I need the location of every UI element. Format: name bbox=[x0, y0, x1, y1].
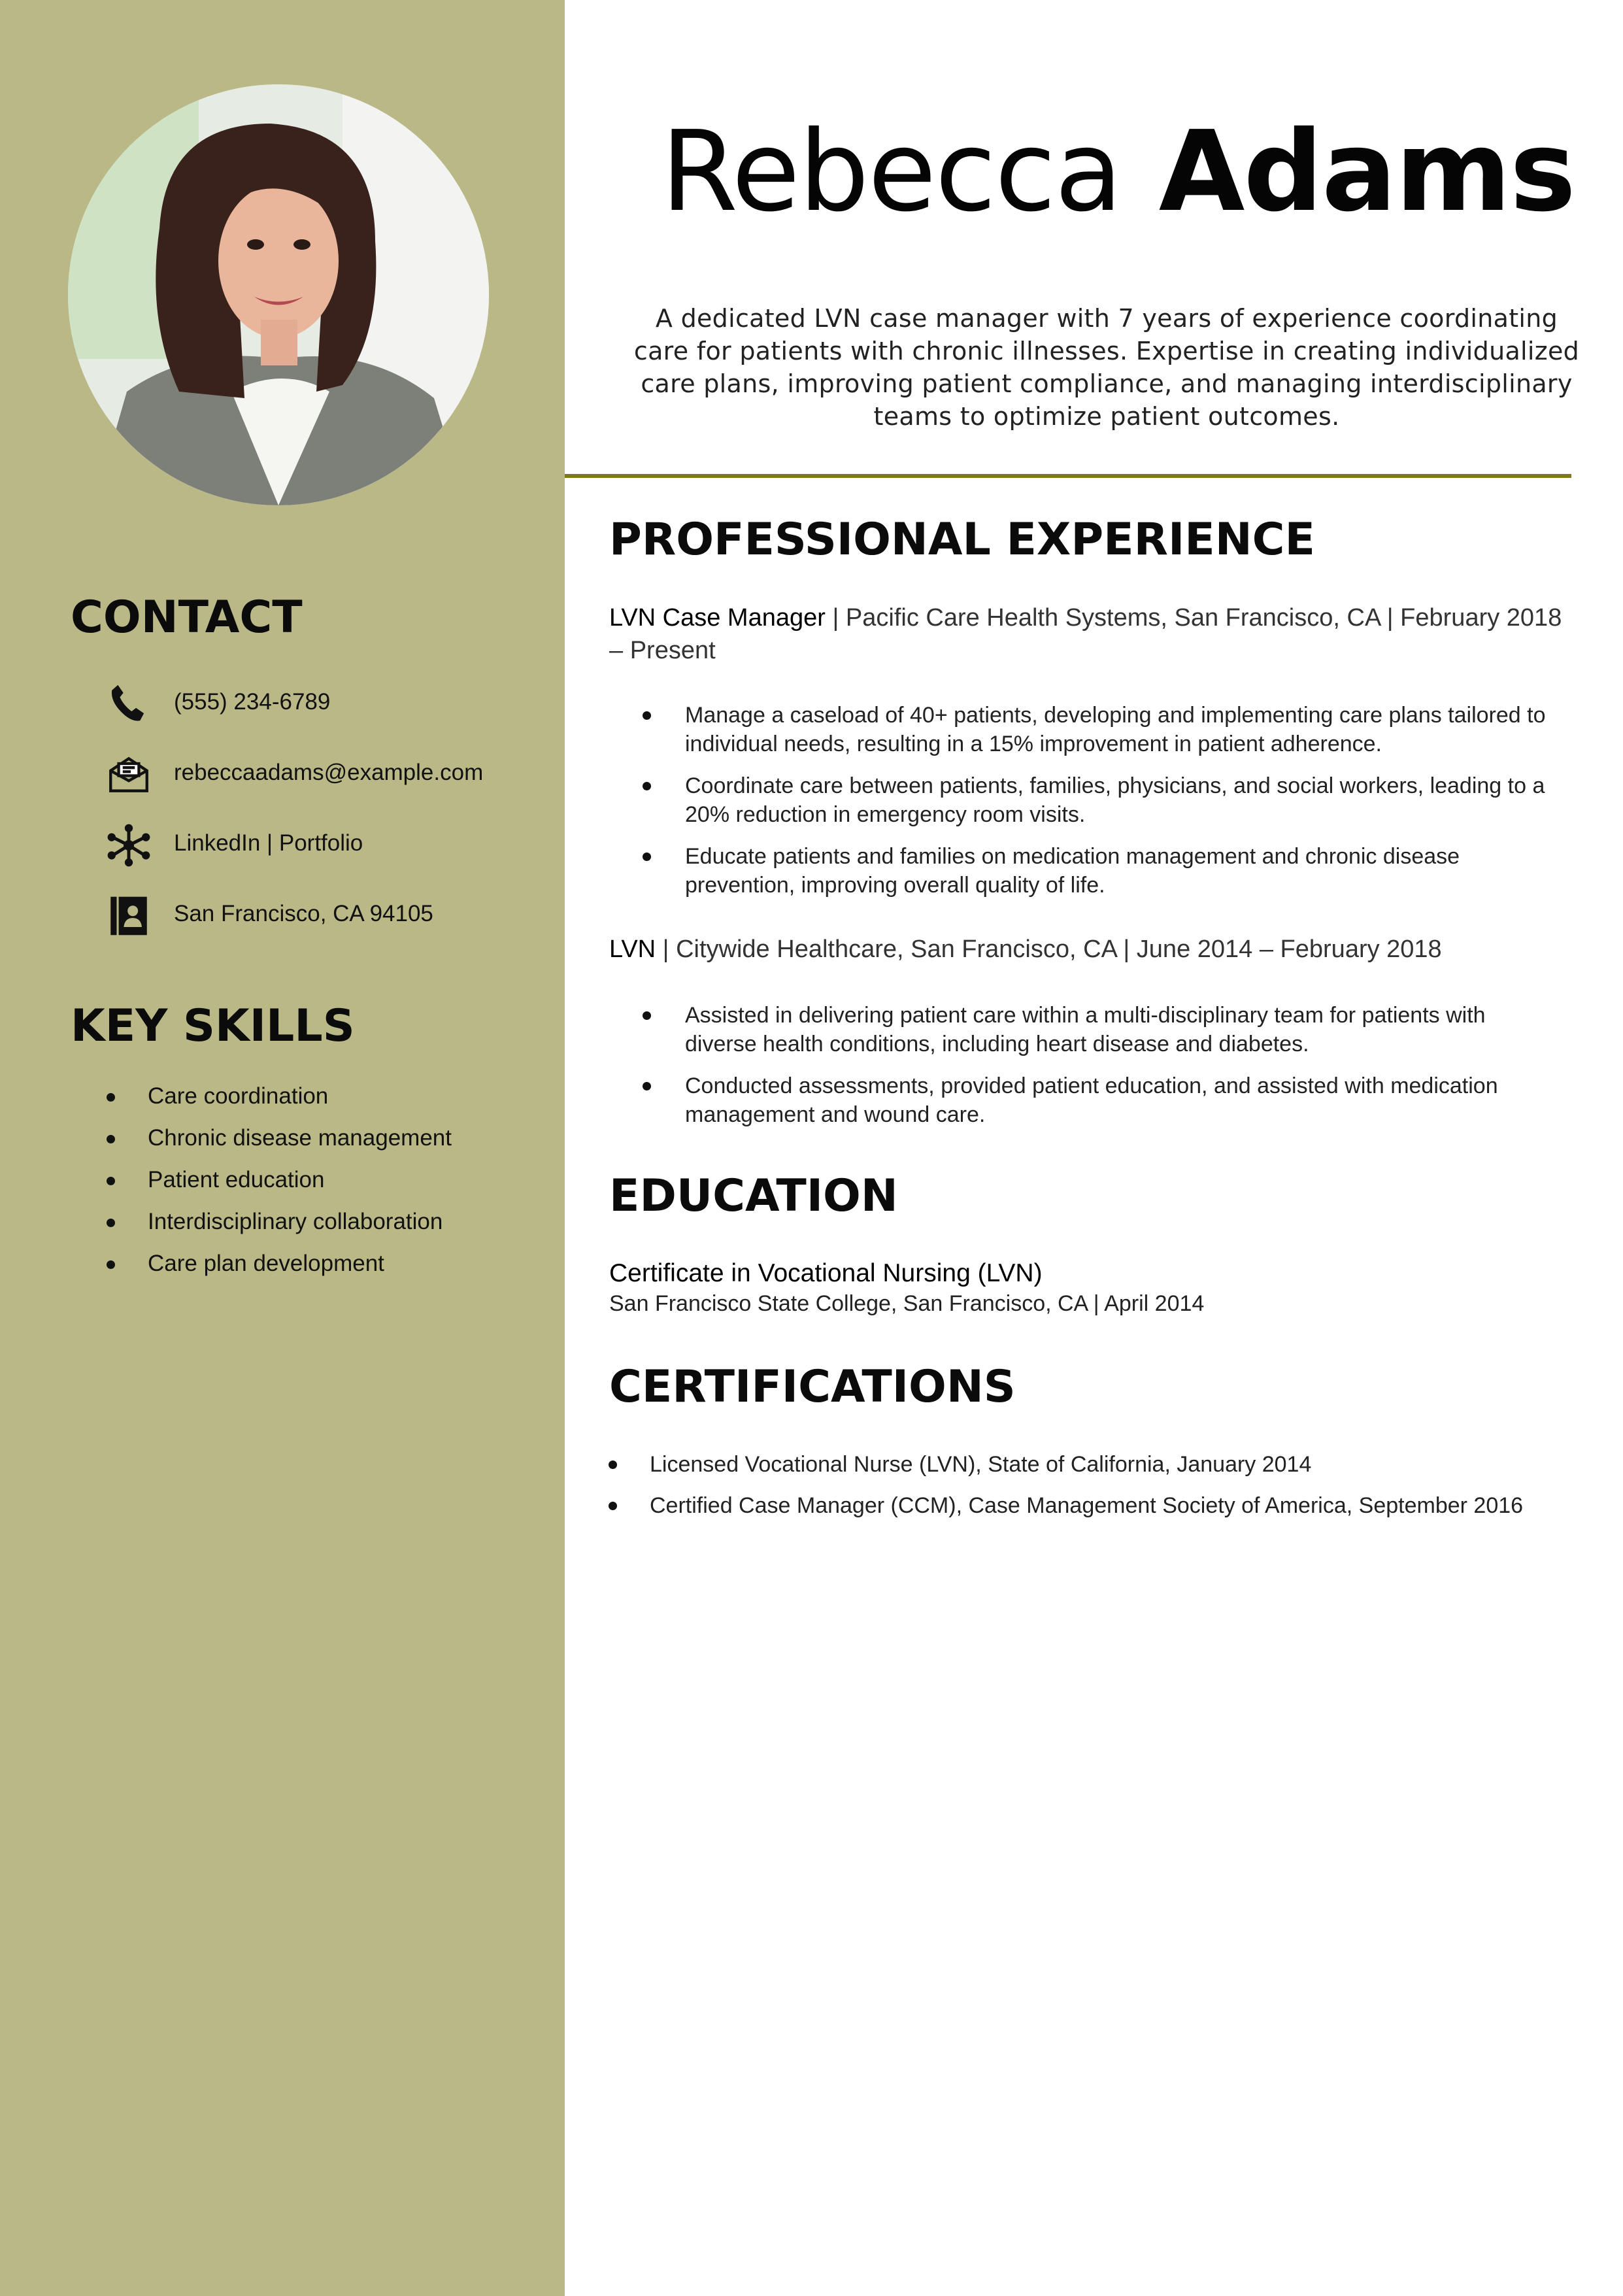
list-item: Coordinate care between patients, families, physicians, and social workers, leading to a 20% reduction in emergency room visits. bbox=[641, 771, 1556, 829]
list-item: Conducted assessments, provided patient education, and assisted with medication management and wound care. bbox=[641, 1072, 1556, 1129]
portrait-image bbox=[68, 84, 489, 505]
links-text[interactable]: LinkedIn | Portfolio bbox=[174, 830, 363, 856]
job-role: LVN Case Manager bbox=[609, 604, 826, 632]
phone-text: (555) 234-6789 bbox=[174, 689, 331, 715]
email-text[interactable]: rebeccaadams@example.com bbox=[174, 760, 484, 785]
contact-links bbox=[105, 821, 536, 873]
certifications-heading: CERTIFICATIONS bbox=[609, 1361, 1016, 1413]
education-heading: EDUCATION bbox=[609, 1170, 898, 1222]
education-detail: San Francisco State College, San Francisco, CA | April 2014 bbox=[609, 1291, 1205, 1316]
skills-heading: KEY SKILLS bbox=[71, 1000, 355, 1052]
candidate-name bbox=[654, 107, 1582, 237]
list-item: Licensed Vocational Nurse (LVN), State of California, January 2014 bbox=[607, 1450, 1535, 1479]
experience-heading: PROFESSIONAL EXPERIENCE bbox=[609, 514, 1315, 566]
last-name: Adams bbox=[1158, 107, 1575, 237]
contact-heading: CONTACT bbox=[71, 592, 303, 643]
list-item: Educate patients and families on medication management and chronic disease prevention, improving overall quality of life. bbox=[641, 842, 1556, 900]
job-role: LVN bbox=[609, 936, 656, 963]
phone-icon bbox=[105, 680, 153, 728]
contact-email bbox=[105, 751, 536, 803]
skill-item: Care plan development bbox=[105, 1249, 452, 1291]
job-1-bullets bbox=[641, 701, 1556, 913]
address-text: San Francisco, CA 94105 bbox=[174, 901, 433, 926]
email-icon bbox=[105, 751, 153, 799]
certifications-list bbox=[607, 1450, 1535, 1532]
skill-item: Care coordination bbox=[105, 1082, 452, 1124]
job-2-bullets bbox=[641, 1001, 1556, 1142]
education-title: Certificate in Vocational Nursing (LVN) bbox=[609, 1259, 1043, 1287]
job-details: | Pacific Care Health Systems, San Francisco, CA | February 2018 – Present bbox=[609, 604, 1562, 664]
address-book-icon bbox=[105, 892, 153, 940]
header-divider bbox=[565, 474, 1571, 478]
network-icon bbox=[105, 821, 153, 869]
job-details: | Citywide Healthcare, San Francisco, CA | June 2014 – February 2018 bbox=[656, 936, 1442, 963]
list-item: Certified Case Manager (CCM), Case Management Society of America, September 2016 bbox=[607, 1491, 1535, 1520]
skill-item: Chronic disease management bbox=[105, 1124, 452, 1166]
job-title-2 bbox=[609, 933, 1564, 966]
first-name: Rebecca bbox=[660, 107, 1122, 237]
skills-list bbox=[105, 1082, 452, 1291]
profile-photo bbox=[68, 84, 489, 505]
contact-address bbox=[105, 892, 536, 944]
skill-item: Interdisciplinary collaboration bbox=[105, 1207, 452, 1249]
sidebar bbox=[0, 0, 565, 2296]
list-item: Manage a caseload of 40+ patients, developing and implementing care plans tailored to individual needs, resulting in a 15% improvement in patient adherence. bbox=[641, 701, 1556, 758]
summary: A dedicated LVN case manager with 7 years of experience coordinating care for patients with chronic illnesses. Expertise in creating individualized care plans, improving patient compliance, and managing interdisciplinary teams to optimize patient outcomes. bbox=[633, 304, 1580, 431]
list-item: Assisted in delivering patient care within a multi-disciplinary team for patients with diverse health conditions, including heart disease and diabetes. bbox=[641, 1001, 1556, 1058]
skill-item: Patient education bbox=[105, 1166, 452, 1207]
contact-phone bbox=[105, 680, 536, 732]
job-title-1 bbox=[609, 601, 1564, 667]
